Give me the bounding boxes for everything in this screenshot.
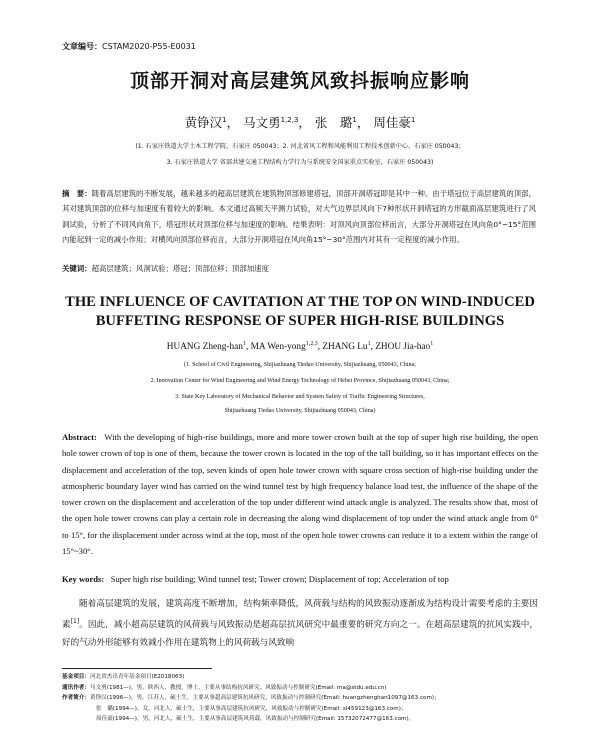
author-cn: 马文勇 — [243, 115, 281, 130]
author-cn: 周佳豪 — [373, 115, 411, 130]
affiliation-en-line: (1. School of Civil Engineering, Shijiazhuang Tiedao University, Shijiazhuang, 050043, China; — [184, 362, 416, 368]
author-en-affiliation: 1,2,3 — [305, 341, 318, 347]
footnote-funding — [62, 672, 538, 683]
abstract-en-label: Abstract: — [62, 432, 97, 442]
keywords-en-text: Super high rise building; Wind tunnel test; Tower crown; Displacement of top; Acceleration of top — [110, 574, 449, 584]
footnote-corresponding — [62, 683, 538, 694]
author-en-affiliation: 1 — [242, 341, 246, 347]
author-en: ZHOU Jia-hao — [375, 342, 431, 353]
author-en: HUANG Zheng-han — [166, 342, 243, 353]
article-number-label: 文章编号： — [62, 42, 102, 51]
footnote-label: 基金项目： — [62, 674, 90, 680]
footnote-divider — [62, 668, 212, 669]
keywords-chinese — [62, 263, 269, 274]
authors-chinese: 黄铮汉$^1$， 马文勇$^{1,2,3}$， 张 璐$^1$， 周佳豪$^1$ — [184, 115, 416, 130]
keywords-cn-label: 关键词： — [62, 264, 92, 273]
keywords-cn-text: 超高层建筑；风洞试验；塔冠；顶部位移；顶部加速度 — [91, 264, 269, 273]
footnote-author-bio — [62, 704, 538, 715]
author-en: ZHANG Lu — [322, 342, 368, 353]
article-number-value: CSTAM2020-P55-E0031 — [102, 42, 196, 51]
body-text-before: 随着高层建筑的发展，建筑高度不断增加，结构频率降低，风荷载与结构的风致振动逐渐成为结构设计需要考虑的主要因素 — [62, 599, 538, 631]
title-chinese: 顶部开洞对高层建筑风致抖振响应影响 — [129, 70, 470, 92]
author-cn: 黄铮汉 — [184, 115, 223, 130]
author-cn-affiliation: 1 — [352, 115, 357, 124]
title-en-line: BUFFETING RESPONSE OF SUPER HIGH-RISE BUILDINGS — [95, 313, 505, 329]
author-en-affiliation: 1 — [367, 341, 371, 347]
author-en: MA Wen-yong — [250, 342, 306, 353]
affiliation-en-line: Shijiazhuang Tiedao University, Shijiazhuang 050043, China) — [224, 408, 376, 414]
author-cn-affiliation: 1 — [222, 115, 227, 124]
abstract-cn-text: 随着高层建筑的不断发展，越来越多的超高层建筑在建筑物顶部修建塔冠，顶部开洞塔冠即是其中一种。由于塔冠位于高层建筑的顶部，其对建筑顶部的位移与加速度有着较大的影响。本文通过高频天平测力试验，对大气边界层风向下7种形状开洞塔冠的方形截面高层建筑进行了风洞试验，分析了不同风向角下，塔冠形状对顶部位移与加速度的影响。结果表明：对顶风向顶部位移而言，大部分开洞塔冠在风向角0°~15°范围内能起到一定的减小作用；对横风向顶部位移而言，大部分开洞塔冠在风向角15°~30°范围内对其有一定程度的减小作用。 — [62, 189, 536, 244]
footnote-text: 张 璐(1994—)，女，河北人，硕士生，主要从事高层建筑抗风研究，风致振动与控制研究(Email: sl459123@163.com)； — [96, 705, 407, 712]
author-cn: 张 璐 — [314, 115, 353, 130]
body-text-after: 。因此，减小超高层建筑的风荷载与风致振动是超高层抗风研究中最重要的研究方向之一。在超高层建筑的抗风实践中，好的气动外形能够有效减小作用在建筑物上的风荷载与风致响 — [62, 620, 538, 648]
footnote-text: 黄铮汉(1996—)，男，江苏人，硕士生，主要从事超高层建筑抗风研究，风致振动与控制研究(Email: huangzhenghan1097@163.com)； — [89, 695, 440, 702]
footnote-author-bio — [62, 693, 538, 704]
footnote-author-bio — [62, 714, 538, 725]
affiliation-en-line: 3. State Key Laboratory of Mechanical Behavior and System Safety of Traffic Engineering Structures, — [175, 394, 425, 400]
footnote-text: 马文勇(1981—)，男，陕西人，教授，博士，主要从事结构抗风研究、风致振动与控制研究(Email: ma@stdu.edu.cn) — [89, 684, 387, 691]
keywords-english — [62, 574, 449, 584]
author-en-affiliation: 1 — [430, 341, 434, 347]
abstract-chinese — [62, 186, 536, 247]
abstract-cn-label: 摘 要： — [62, 189, 92, 198]
article-number — [62, 41, 196, 52]
affiliation-cn-line: (1. 石家庄铁道大学土木工程学院，石家庄 050043；2. 河北省风工程和风能利用工程技术创新中心，石家庄 050043； — [135, 143, 465, 150]
abstract-english — [62, 429, 538, 559]
author-cn-affiliation: 1 — [410, 115, 416, 124]
keywords-en-label: Key words: — [62, 574, 105, 584]
affiliation-en-line: 2. Innovation Center for Wind Engineering and Wind Energy Technology of Hebei Province, Shijiazhuang 050043, China; — [150, 378, 450, 384]
title-english — [0, 293, 600, 331]
footnote-label: 通讯作者： — [62, 684, 90, 691]
citation-ref: [1] — [70, 618, 80, 626]
author-cn-affiliation: 1,2,3 — [280, 115, 299, 124]
footnotes — [62, 672, 538, 725]
abstract-en-text: With the developing of high-rise buildings, more and more tower crown built at the top of super high rise building, the open hole tower crown of top is one of them, because the tower crown is located in the top of the tall building, so it has important effects on the displacement and acceleration of the top, seven kinds of open hole tower crown with square cross section of high-rise building under the atmospheric boundary layer wind has carried on the wind tunnel test by high frequency balance load test, the influence of the shape of the tower crown on the displacement and acceleration of the top under different wind attack angle is analyzed. The results show that, most of the open hole tower crowns can play a certain role in decreasing the along wind displacement of top under the wind attack angle from 0° to 15°, for the displacement under across wind at the top, most of the open hole tower crowns can reduce it to a extent within the range of 15°~30°. — [62, 432, 538, 557]
authors-english: HUANG Zheng-han$^1$, MA Wen-yong$^{1,2,3}$, ZHANG Lu$^1$, ZHOU Jia-hao$^1$ — [166, 341, 434, 353]
affiliation-cn-line: 3. 石家庄铁道大学 省部共建交通工程结构力学行为与系统安全国家重点实验室，石家庄 050043) — [166, 159, 434, 166]
footnote-label: 作者简介： — [62, 695, 90, 702]
body-paragraph — [62, 596, 538, 652]
footnote-text: 河北省杰出青年基金项目(E2018063) — [89, 674, 185, 680]
title-en-line: THE INFLUENCE OF CAVITATION AT THE TOP ON WIND-INDUCED — [65, 294, 535, 310]
footnote-text: 周佳豪(1994—)，男，河北人，硕士生，主要从事高层建筑风荷载，风致振动与控制研究(Email: 15732072477@163.com)。 — [96, 716, 415, 723]
